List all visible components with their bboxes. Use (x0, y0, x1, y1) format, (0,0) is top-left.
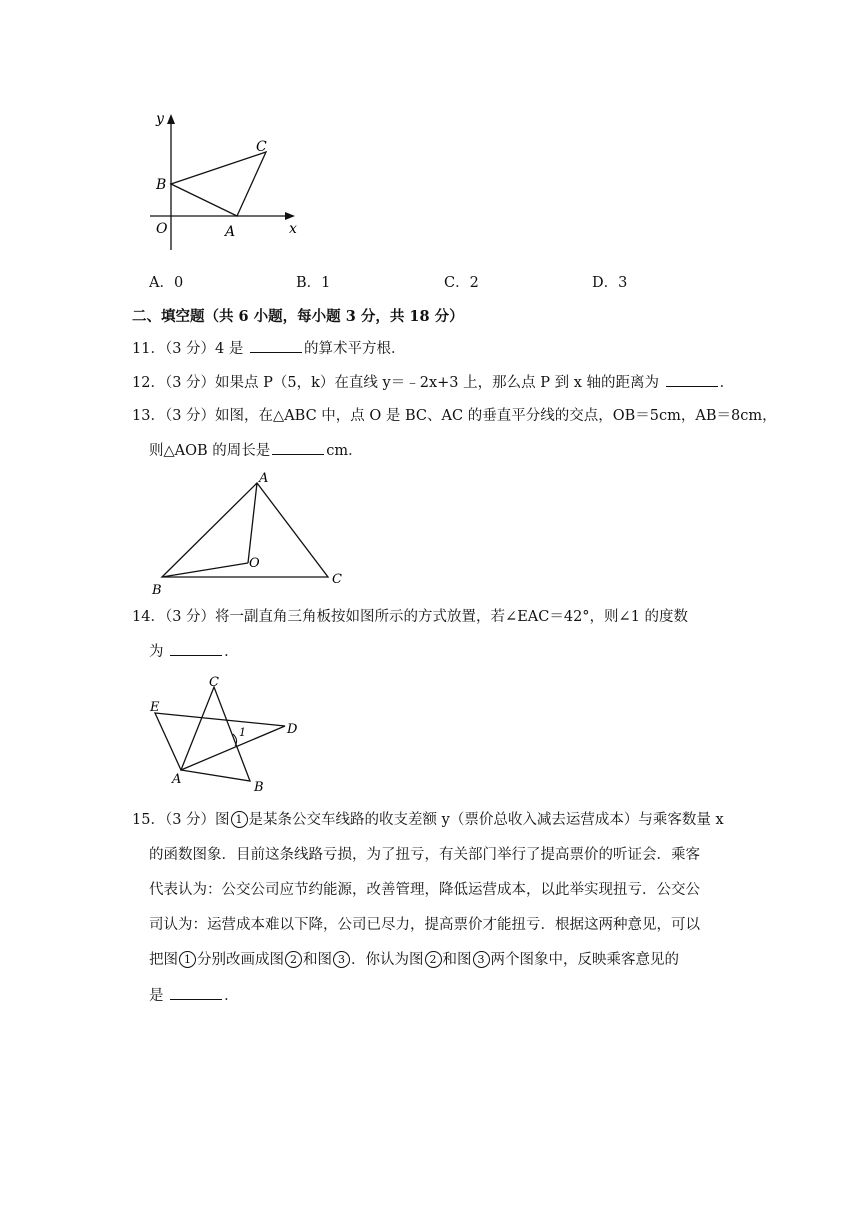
label-angle-1: 1 (239, 726, 246, 739)
label-a: A (259, 471, 269, 486)
circled-2-icon: 2 (425, 951, 442, 968)
triangle-eda (155, 713, 285, 770)
question-13-line1: 13．（3 分）如图，在△ABC 中，点 O 是 BC、AC 的垂直平分线的交点，OB＝5cm，AB＝8cm， (132, 408, 777, 424)
question-15-line5: 把图 1 分别改画成图 2 和图 3 ．你认为图 2 和图 3 两个图象中，反映乘客意见的 (149, 952, 679, 968)
circled-3-icon: 3 (333, 951, 350, 968)
question-12: 12．（3 分）如果点 P（5，k）在直线 y＝﹣2x+3 上，那么点 P 到 x 轴的距离为 ． (132, 372, 734, 393)
triangle-abc-figure (145, 468, 355, 600)
question-11: 11．（3 分）4 是 的算术平方根． (132, 338, 406, 359)
label-b: B (254, 780, 264, 795)
answer-blank (170, 985, 222, 1000)
label-d: D (287, 722, 298, 737)
answer-blank (666, 372, 718, 387)
label-e: E (150, 700, 160, 715)
question-15-line2: 的函数图象．目前这条线路亏损，为了扭亏，有关部门举行了提高票价的听证会．乘客 (149, 847, 700, 863)
answer-blank (170, 641, 222, 656)
x-axis-arrow-icon (285, 212, 295, 220)
answer-blank (272, 440, 324, 455)
circled-1-icon: 1 (231, 811, 248, 828)
set-squares-figure (145, 670, 310, 798)
option-d: D．3 (592, 275, 628, 291)
label-b: B (152, 583, 162, 598)
section-title: 二、填空题（共 6 小题，每小题 3 分，共 18 分） (132, 308, 464, 325)
label-a: A (172, 772, 182, 787)
y-axis-arrow-icon (167, 114, 175, 124)
answer-blank (250, 338, 302, 353)
label-b: B (156, 177, 167, 193)
question-15-line6: 是 ． (149, 985, 239, 1006)
label-o: O (249, 556, 260, 571)
question-14-line2: 为 ． (149, 641, 239, 662)
label-a: A (225, 224, 236, 240)
label-c: C (256, 139, 267, 155)
question-13-line2: 则△AOB 的周长是 cm． (149, 440, 363, 461)
circled-3-icon: 3 (473, 951, 490, 968)
label-c: C (332, 572, 342, 587)
label-y: y (156, 111, 164, 127)
circled-1-icon: 1 (179, 951, 196, 968)
question-15-line3: 代表认为：公交公司应节约能源，改善管理，降低运营成本，以此举实现扭亏．公交公 (149, 882, 700, 898)
circled-2-icon: 2 (285, 951, 302, 968)
label-x: x (289, 221, 297, 237)
option-c: C．2 (444, 275, 479, 291)
label-c: C (209, 675, 219, 690)
question-15-line1: 15．（3 分）图 1 是某条公交车线路的收支差额 y（票价总收入减去运营成本）与乘客数量 x (132, 812, 724, 828)
question-14-line1: 14．（3 分）将一副直角三角板按如图所示的方式放置，若∠EAC＝42°，则∠1 的度数 (132, 609, 689, 625)
triangle-abc (171, 152, 266, 216)
label-o: O (156, 221, 168, 237)
question-15-line4: 司认为：运营成本难以下降，公司已尽力，提高票价才能扭亏．根据这两种意见，可以 (149, 917, 700, 933)
segment-ao (248, 483, 257, 563)
option-b: B．1 (296, 275, 331, 291)
option-a: A．0 (149, 275, 184, 291)
coordinate-figure (140, 105, 310, 255)
